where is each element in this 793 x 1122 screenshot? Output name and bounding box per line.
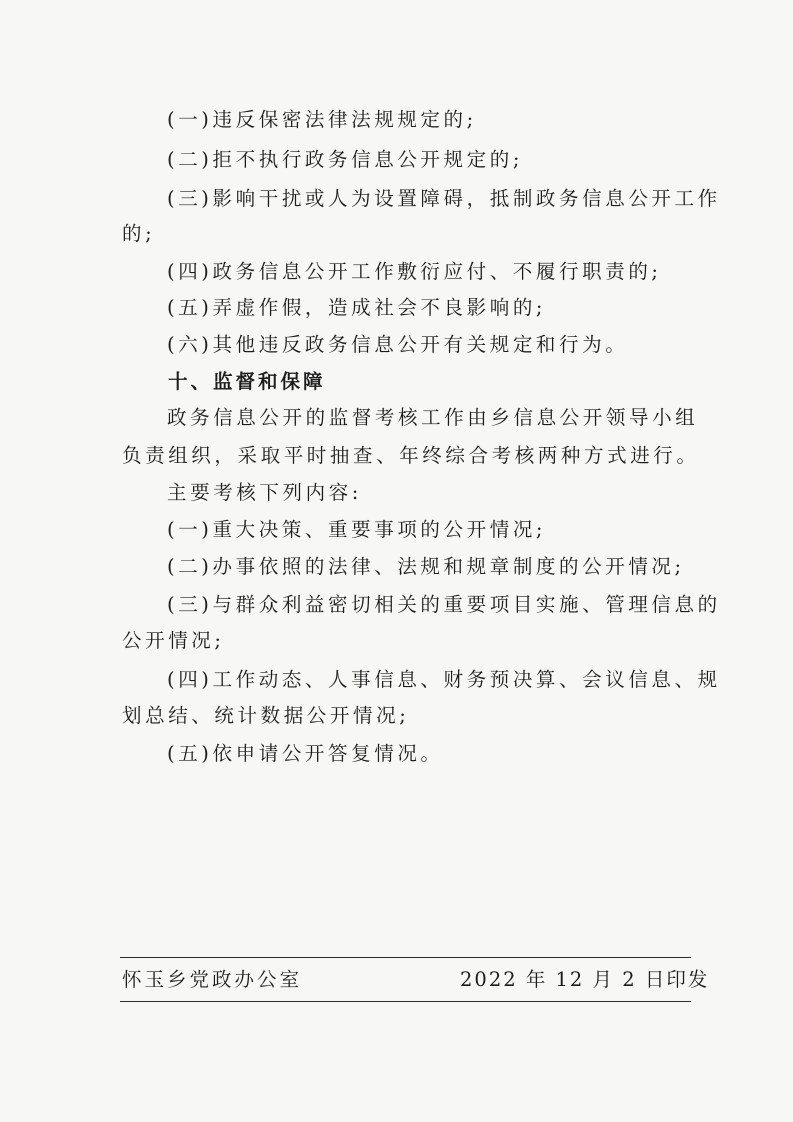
paragraph-intro: 主要考核下列内容: [167, 481, 362, 504]
list-item-review-4-continued: 划总结、统计数据公开情况; [122, 704, 410, 727]
list-item-violation-3-continued: 的; [122, 222, 156, 245]
section-heading: 十、监督和保障 [168, 370, 326, 393]
list-item-review-2: (二)办事依照的法律、法规和规章制度的公开情况; [167, 555, 685, 578]
paragraph-line-1: 政务信息公开的监督考核工作由乡信息公开领导小组 [167, 406, 699, 429]
list-item-violation-4: (四)政务信息公开工作敷衍应付、不履行职责的; [167, 260, 662, 283]
issuer-name: 怀玉乡党政办公室 [122, 968, 303, 991]
issue-date: 2022 年 12 月 2 日印发 [460, 968, 710, 991]
list-item-review-1: (一)重大决策、重要事项的公开情况; [167, 518, 547, 541]
list-item-review-3: (三)与群众利益密切相关的重要项目实施、管理信息的 [167, 593, 721, 616]
footer-bottom-rule [120, 1001, 691, 1002]
list-item-violation-3: (三)影响干扰或人为设置障碍，抵制政务信息公开工作 [167, 187, 721, 210]
list-item-review-5: (五)依申请公开答复情况。 [167, 742, 444, 765]
list-item-violation-2: (二)拒不执行政务信息公开规定的; [167, 148, 523, 171]
list-item-violation-6: (六)其他违反政务信息公开有关规定和行为。 [167, 333, 629, 356]
paragraph-line-2: 负责组织，采取平时抽查、年终综合考核两种方式进行。 [122, 444, 700, 467]
footer-top-rule [120, 957, 691, 958]
list-item-review-3-continued: 公开情况; [122, 629, 225, 652]
list-item-violation-5: (五)弄虚作假，造成社会不良影响的; [167, 296, 547, 319]
list-item-review-4: (四)工作动态、人事信息、财务预决算、会议信息、规 [167, 668, 721, 691]
list-item-violation-1: (一)违反保密法律法规规定的; [167, 108, 477, 131]
